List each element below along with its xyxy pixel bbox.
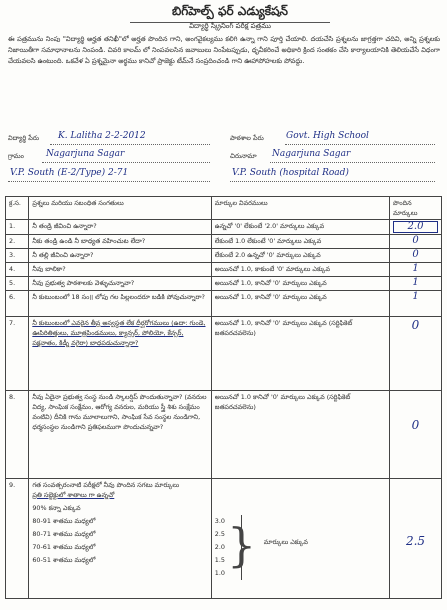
row-marks: ఉన్నచో '0' లేకుంటే '2.0' మార్కులు ఎక్కువ [211, 220, 389, 235]
row-score: 0 [412, 235, 419, 246]
header-marks: మార్కుల వివరములు [211, 197, 389, 220]
row-score-cell[interactable] [390, 220, 442, 235]
row-question: నీ తల్లి జీవించి ఉన్నారా? [29, 249, 211, 263]
grade-label: 80-91 శాతము మధ్యలో [32, 517, 96, 525]
student-name-value[interactable]: K. Lalitha 2-2-2012 [58, 131, 146, 141]
student-name-label: విద్యార్థి పేరు [8, 134, 40, 142]
row-serial: 4. [6, 263, 29, 277]
row-score-cell[interactable] [390, 235, 442, 249]
row-question-text: గత సంవత్సరంనాటి పరీక్షలో నీవు పొందిన సగటు మార్కులు [32, 481, 180, 489]
row-serial: 8. [6, 391, 29, 479]
row-score: 1 [412, 277, 419, 288]
table-row [6, 263, 442, 277]
form-title: బిగ్‌హెల్ప్ ఫర్ ఎడ్యుకేషన్ [130, 4, 330, 23]
table-row [6, 317, 442, 391]
grade-score: 2.0 [214, 543, 225, 551]
row-score: 1 [412, 263, 419, 274]
header-serial: క్ర.స. [6, 197, 29, 220]
row-question [29, 479, 211, 599]
row-score-cell[interactable] [390, 249, 442, 263]
row-serial: 1. [6, 220, 29, 235]
row-score-cell[interactable] [390, 317, 442, 391]
grade-score: 1.0 [214, 569, 225, 577]
row-score-cell[interactable] [390, 479, 442, 599]
school-name-line [285, 144, 435, 145]
extra-left-line [8, 181, 210, 182]
row-serial: 9. [6, 479, 29, 599]
row-score-cell[interactable] [390, 263, 442, 277]
table-row [6, 291, 442, 317]
row-question: నీ తండ్రి జీవించి ఉన్నారా? [29, 220, 211, 235]
row-serial: 2. [6, 235, 29, 249]
row-score: 0 [411, 418, 420, 432]
address-label: చిరునామా [230, 152, 257, 160]
row-score: 2.0 [393, 221, 438, 233]
row-marks: అయినచో 1.0, కానిచో '0' మార్కులు ఎక్కువ [211, 277, 389, 291]
row-marks: లేకుంటే 1.0 లేకుంటే '0' మార్కులు ఎక్కువ [211, 235, 389, 249]
grade-list [32, 502, 207, 567]
table-row [6, 220, 442, 235]
table-row [6, 277, 442, 291]
screening-table [5, 196, 442, 599]
grade-score: 2.5 [214, 530, 225, 538]
row-serial: 6. [6, 291, 29, 317]
row-marks: అయినచో 1.0, కాకుంటే '0' మార్కులు ఎక్కువ [211, 263, 389, 277]
address-extra-right[interactable]: V.P. South (hospital Road) [232, 168, 349, 178]
row-marks: అయినచో 1.0, కానిచో '0' మార్కులు ఎక్కువ [211, 291, 389, 317]
student-name-line [50, 144, 210, 145]
row-question: నీకు తండ్రి ఉండి నీ బాధ్యత వహించుట లేదా? [29, 235, 211, 249]
table-row [6, 249, 442, 263]
table-row [6, 235, 442, 249]
village-value[interactable]: Nagarjuna Sagar [46, 149, 125, 159]
row-score-cell[interactable] [390, 291, 442, 317]
grade-brace: } [227, 518, 257, 572]
table-row [6, 391, 442, 479]
village-label: గ్రామం [8, 152, 24, 160]
table-row [6, 479, 442, 599]
address-line [270, 162, 435, 163]
row-serial: 3. [6, 249, 29, 263]
form-subtitle: విద్యార్థి స్క్రీనింగ్ పరీక్ష పత్రము [189, 22, 271, 30]
row-question-text: నీ కుటుంబంలో ఎవరైన తీవ్ర అస్వస్థత లేక దీర్ఘరోగములు (ఉదా: గుండె, ఊపిరితిత్తులు, మూత్రపిండములు, క్యాన్సర్, పోలియో, కేన్సర్, పక్షవాతం, కిడ్నీ వగైరా) బాధపడుచున్నారా? [32, 319, 206, 347]
row-marks: అయినచో 1.0, కానిచో '0' మార్కులు ఎక్కువ (సర్టిఫికెట్ జతపరచవలెను) [211, 317, 389, 391]
grade-label: 90% కన్నా ఎక్కువ [32, 504, 81, 512]
row-question-subtext: ప్రతి సబ్జెక్టులో శాతాలు గా ఉన్నచో [32, 491, 115, 499]
row-marks: లేకుంటే 2.0 ఉన్నచో '0' మార్కులు ఎక్కువ [211, 249, 389, 263]
row-question [29, 317, 211, 391]
row-score-cell[interactable] [390, 277, 442, 291]
header-question: ప్రశ్నలు మరియు సబంధిత సంగతులు [29, 197, 211, 220]
row-serial: 7. [6, 317, 29, 391]
school-name-value[interactable]: Govt. High School [286, 131, 369, 141]
table-header-row [6, 197, 442, 220]
grade-label: 60-51 శాతము మధ్యలో [32, 556, 96, 564]
school-name-label: పాఠశాల పేరు [230, 134, 264, 142]
header-score: పొందిన మార్కులు [390, 197, 442, 220]
village-line [42, 162, 210, 163]
address-value[interactable]: Nagarjuna Sagar [272, 149, 351, 159]
grade-label: 70-61 శాతము మధ్యలో [32, 543, 96, 551]
intro-paragraph: ఈ పత్రమును నింపు "విద్యార్థి అర్హత తనిఖీ"లో అర్హత పొందిన గాని, అంగవైకల్యము కలిగి ఉన్నా గాని పూర్తి చేయాలి. దయచేసి ప్రశ్నలను జాగ్రత్తగా చదివి, అన్ని ప్రశ్నలకు నిజాయితీగా సమాధానాలను నింపండి. చివరి కాలమ్ లో నింపవలసిన జవాబులు నింపేటప్పుడు, ధృవీకరించే అధికారి క్రింద సంతకం చేసి కార్యాలయానికి తెలియచేసే విధంగా చేయవలసి ఉంటుంది. ఒకవేళ ఏ ప్రశ్నమైనా అర్థము కానిచో ప్రాజెక్టు టీమ్‌నే సంప్రదించండి గాని ఊహాపోహలకు పోవద్దు. [8, 35, 440, 65]
address-extra-left[interactable]: V.P. South (E-2/Type) 2-71 [10, 168, 129, 178]
row-question: నీవు ఏదైనా ప్రభుత్వ సంస్థ నుండి స్కాలర్షిప్ పొందుతున్నావా? (వనరుల విద్య, సాంఘిక సంక్షేమం, ఆరోగ్య వనరుల, మరియు స్త్రీ శిశు సంక్షేమం వంటివి) దీనికి గాను మూలాలుగాని, సాంఘిక సేవ సంస్థల నుండిగాని, ధర్మసంస్థల నుండిగాని ప్రతిఫలముగా పొందుచున్నవా? [29, 391, 211, 479]
row-score: 0 [411, 318, 420, 332]
row-score: 1 [412, 291, 419, 302]
grade-score: 3.0 [214, 517, 225, 525]
grade-marks-text: మార్కులు ఎక్కువ [263, 538, 308, 546]
row-score: 0 [412, 249, 419, 260]
row-question: నీవు ప్రభుత్వ పాఠశాలకు వెళ్ళుచున్నావా? [29, 277, 211, 291]
row-score-cell[interactable] [390, 391, 442, 479]
grade-label: 80-71 శాతము మధ్యలో [32, 530, 96, 538]
row-marks: అయినచో 1.0 కానిచో '0' మార్కులు ఎక్కువ (సర్టిఫికెట్ జతపరచవలెను) [211, 391, 389, 479]
grade-score: 1.5 [214, 556, 225, 564]
row-question: నీవు బాలికా? [29, 263, 211, 277]
row-score: 2.5 [405, 534, 426, 548]
extra-right-line [230, 181, 435, 182]
row-question: నీ కుటుంబంలో 18 సం॥ లోపు గల పిల్లలందరూ బడికి పోవుచున్నారా? [29, 291, 211, 317]
row-serial: 5. [6, 277, 29, 291]
